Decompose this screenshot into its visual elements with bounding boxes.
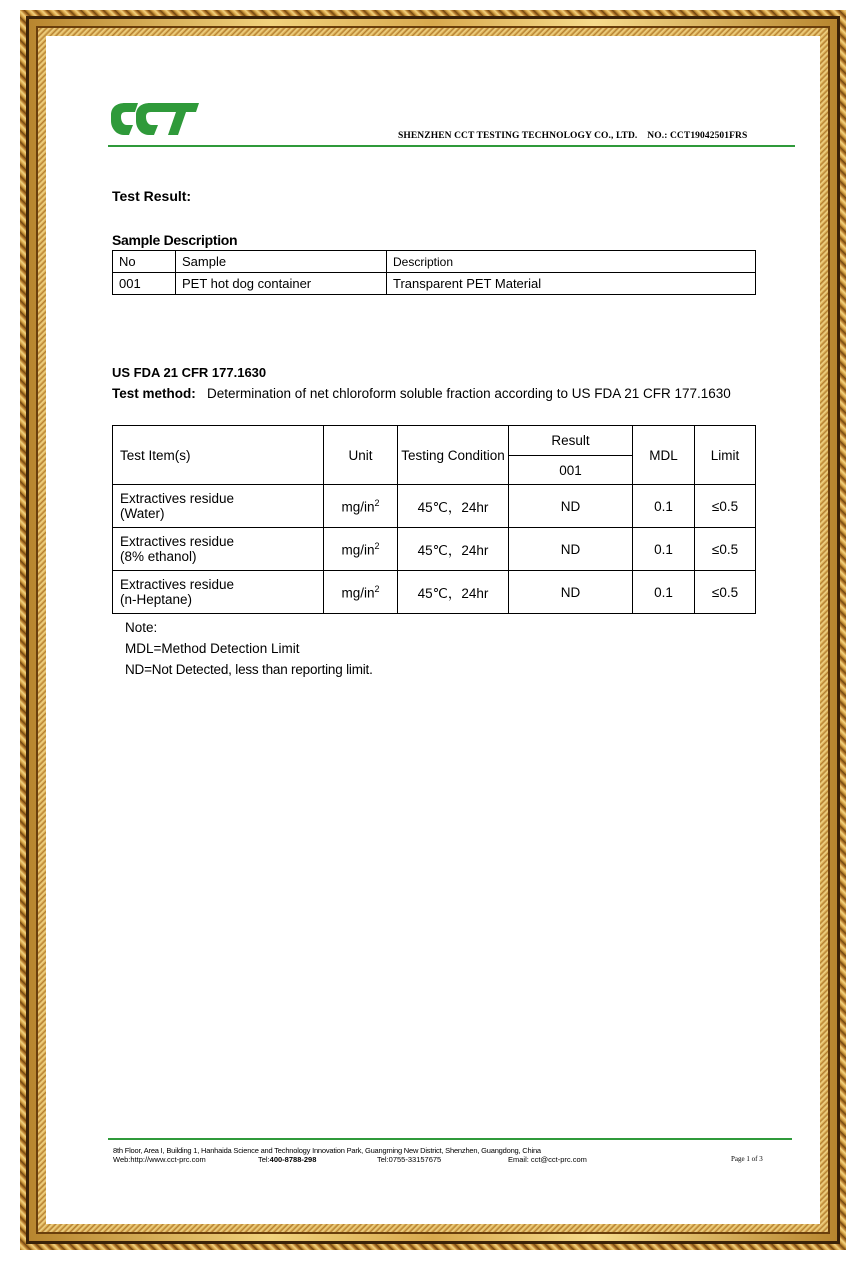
footer-email: Email: cct@cct-prc.com [508,1155,587,1164]
condition-cell: 45℃，24hr [398,528,509,571]
table-row [113,485,756,528]
mdl-cell: 0.1 [633,571,695,614]
result-cell: ND [509,485,633,528]
unit-cell: $mg/in^2$ [324,571,398,614]
cct-logo [111,101,199,137]
mdl-cell: 0.1 [633,528,695,571]
company-report-line [398,131,747,141]
footer-rule [108,1138,792,1140]
condition-cell: 45℃，24hr [398,571,509,614]
table-row [113,528,756,571]
note-line: ND=Not Detected, less than reporting limit. [125,662,373,677]
note-title: Note: [125,620,158,635]
header-test-item: Test Item(s) [113,426,324,485]
header-cell: Sample [176,251,387,273]
sample-name: PET hot dog container [176,273,387,295]
footer-tel2: Tel:0755-33157675 [377,1155,442,1164]
unit-cell: $mg/in^2$ [324,528,398,571]
unit-cell: $mg/in^2$ [324,485,398,528]
result-cell: ND [509,571,633,614]
sample-description: Transparent PET Material [387,273,756,295]
test-method-label: Test method: [112,386,196,401]
test-item-cell: Extractives residue (8% ethanol) [113,528,324,571]
fda-section-title: US FDA 21 CFR 177.1630 [112,365,267,380]
sample-description-title: Sample Description [112,232,238,248]
test-method-text: Determination of net chloroform soluble fraction according to US FDA 21 CFR 177.1630 [207,386,731,401]
test-item-cell: Extractives residue (n-Heptane) [113,571,324,614]
page-number: Page 1 of 3 [731,1155,763,1163]
footer-tel: Tel:400-8788-298 [258,1155,317,1164]
footer-web: Web:http://www.cct-prc.com [113,1155,206,1164]
report-number: NO.: CCT19042501FRS [647,131,748,141]
header-condition: Testing Condition [398,426,509,485]
sample-no: 001 [113,273,176,295]
header-cell: Description [387,251,756,273]
limit-cell: ≤0.5 [695,528,756,571]
table-header-row [113,251,756,273]
footer-address: 8th Floor, Area I, Building 1, Hanhaida Science and Technology Innovation Park, Guangming New District, Shenzhen, Guangdong, China [113,1146,541,1155]
sample-table [112,250,756,295]
table-row [113,571,756,614]
header-result: Result [509,426,633,456]
test-result-title: Test Result: [112,188,192,204]
test-item-cell: Extractives residue (Water) [113,485,324,528]
table-row [113,273,756,295]
limit-cell: ≤0.5 [695,485,756,528]
header-limit: Limit [695,426,756,485]
header-mdl: MDL [633,426,695,485]
limit-cell: ≤0.5 [695,571,756,614]
mdl-cell: 0.1 [633,485,695,528]
test-method-line [112,386,731,401]
result-cell: ND [509,528,633,571]
note-line: MDL=Method Detection Limit [125,641,300,656]
header-cell: No [113,251,176,273]
results-table [112,425,756,614]
company-name: SHENZHEN CCT TESTING TECHNOLOGY CO., LTD. [398,131,638,141]
header-unit: Unit [324,426,398,485]
table-header-row [113,426,756,456]
header-result-sample: 001 [509,456,633,485]
header-rule [108,145,795,147]
condition-cell: 45℃，24hr [398,485,509,528]
